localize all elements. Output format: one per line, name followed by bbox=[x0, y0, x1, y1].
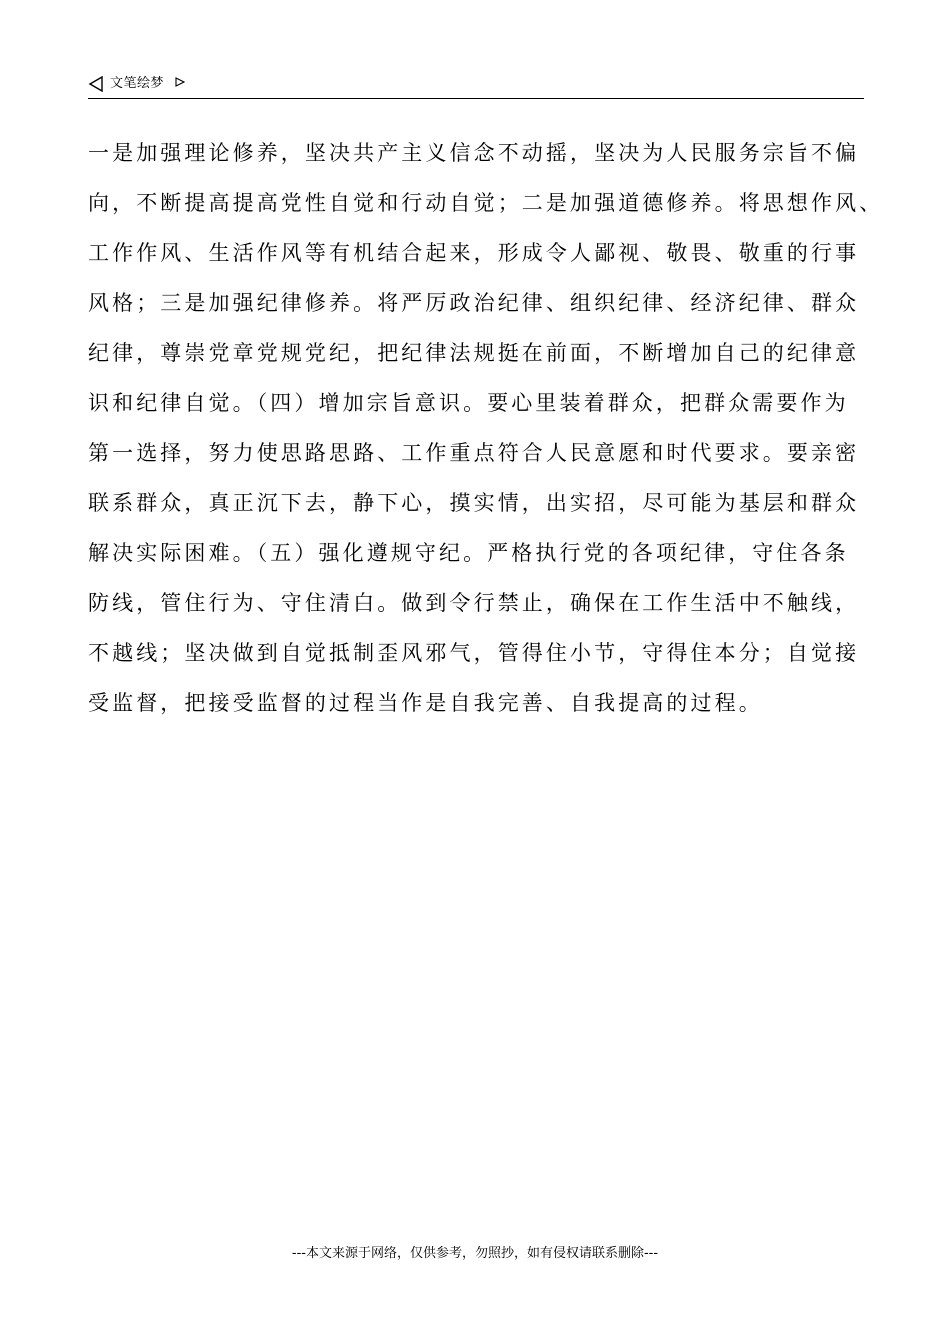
triangle-left-outline-icon bbox=[88, 76, 104, 92]
text-line: 防线，管住行为、守住清白。做到令行禁止，确保在工作生活中不触线， bbox=[88, 591, 860, 615]
text-line: 第一选择，努力使思路思路、工作重点符合人民意愿和时代要求。要亲密 bbox=[88, 441, 860, 465]
text-line: 向，不断提高提高党性自觉和行动自觉；二是加强道德修养。将思想作风、 bbox=[88, 191, 884, 215]
text-line: 一是加强理论修养，坚决共产主义信念不动摇，坚决为人民服务宗旨不偏 bbox=[88, 141, 860, 165]
text-line: 识和纪律自觉。（四）增加宗旨意识。要心里装着群众，把群众需要作为 bbox=[88, 391, 849, 415]
text-line: 不越线；坚决做到自觉抵制歪风邪气，管得住小节，守得住本分；自觉接 bbox=[88, 641, 860, 665]
text-line: 纪律，尊崇党章党规党纪，把纪律法规挺在前面，不断增加自己的纪律意 bbox=[88, 341, 860, 365]
text-line: 受监督，把接受监督的过程当作是自我完善、自我提高的过程。 bbox=[88, 691, 763, 715]
body-paragraph bbox=[88, 128, 884, 728]
text-line: 联系群众，真正沉下去，静下心，摸实情，出实招，尽可能为基层和群众 bbox=[88, 491, 860, 515]
text-line: 工作作风、生活作风等有机结合起来，形成令人鄙视、敬畏、敬重的行事 bbox=[88, 241, 860, 265]
text-line: 解决实际困难。（五）强化遵规守纪。严格执行党的各项纪律，守住各条 bbox=[88, 541, 849, 565]
page-footer: ---本文来源于网络，仅供参考，勿照抄，如有侵权请联系删除--- bbox=[291, 1246, 659, 1261]
page-header bbox=[88, 70, 864, 99]
header-title: 文笔绘梦 bbox=[110, 76, 165, 91]
triangle-right-outline-icon bbox=[175, 77, 185, 87]
text-line: 风格；三是加强纪律修养。将严厉政治纪律、组织纪律、经济纪律、群众 bbox=[88, 291, 860, 315]
